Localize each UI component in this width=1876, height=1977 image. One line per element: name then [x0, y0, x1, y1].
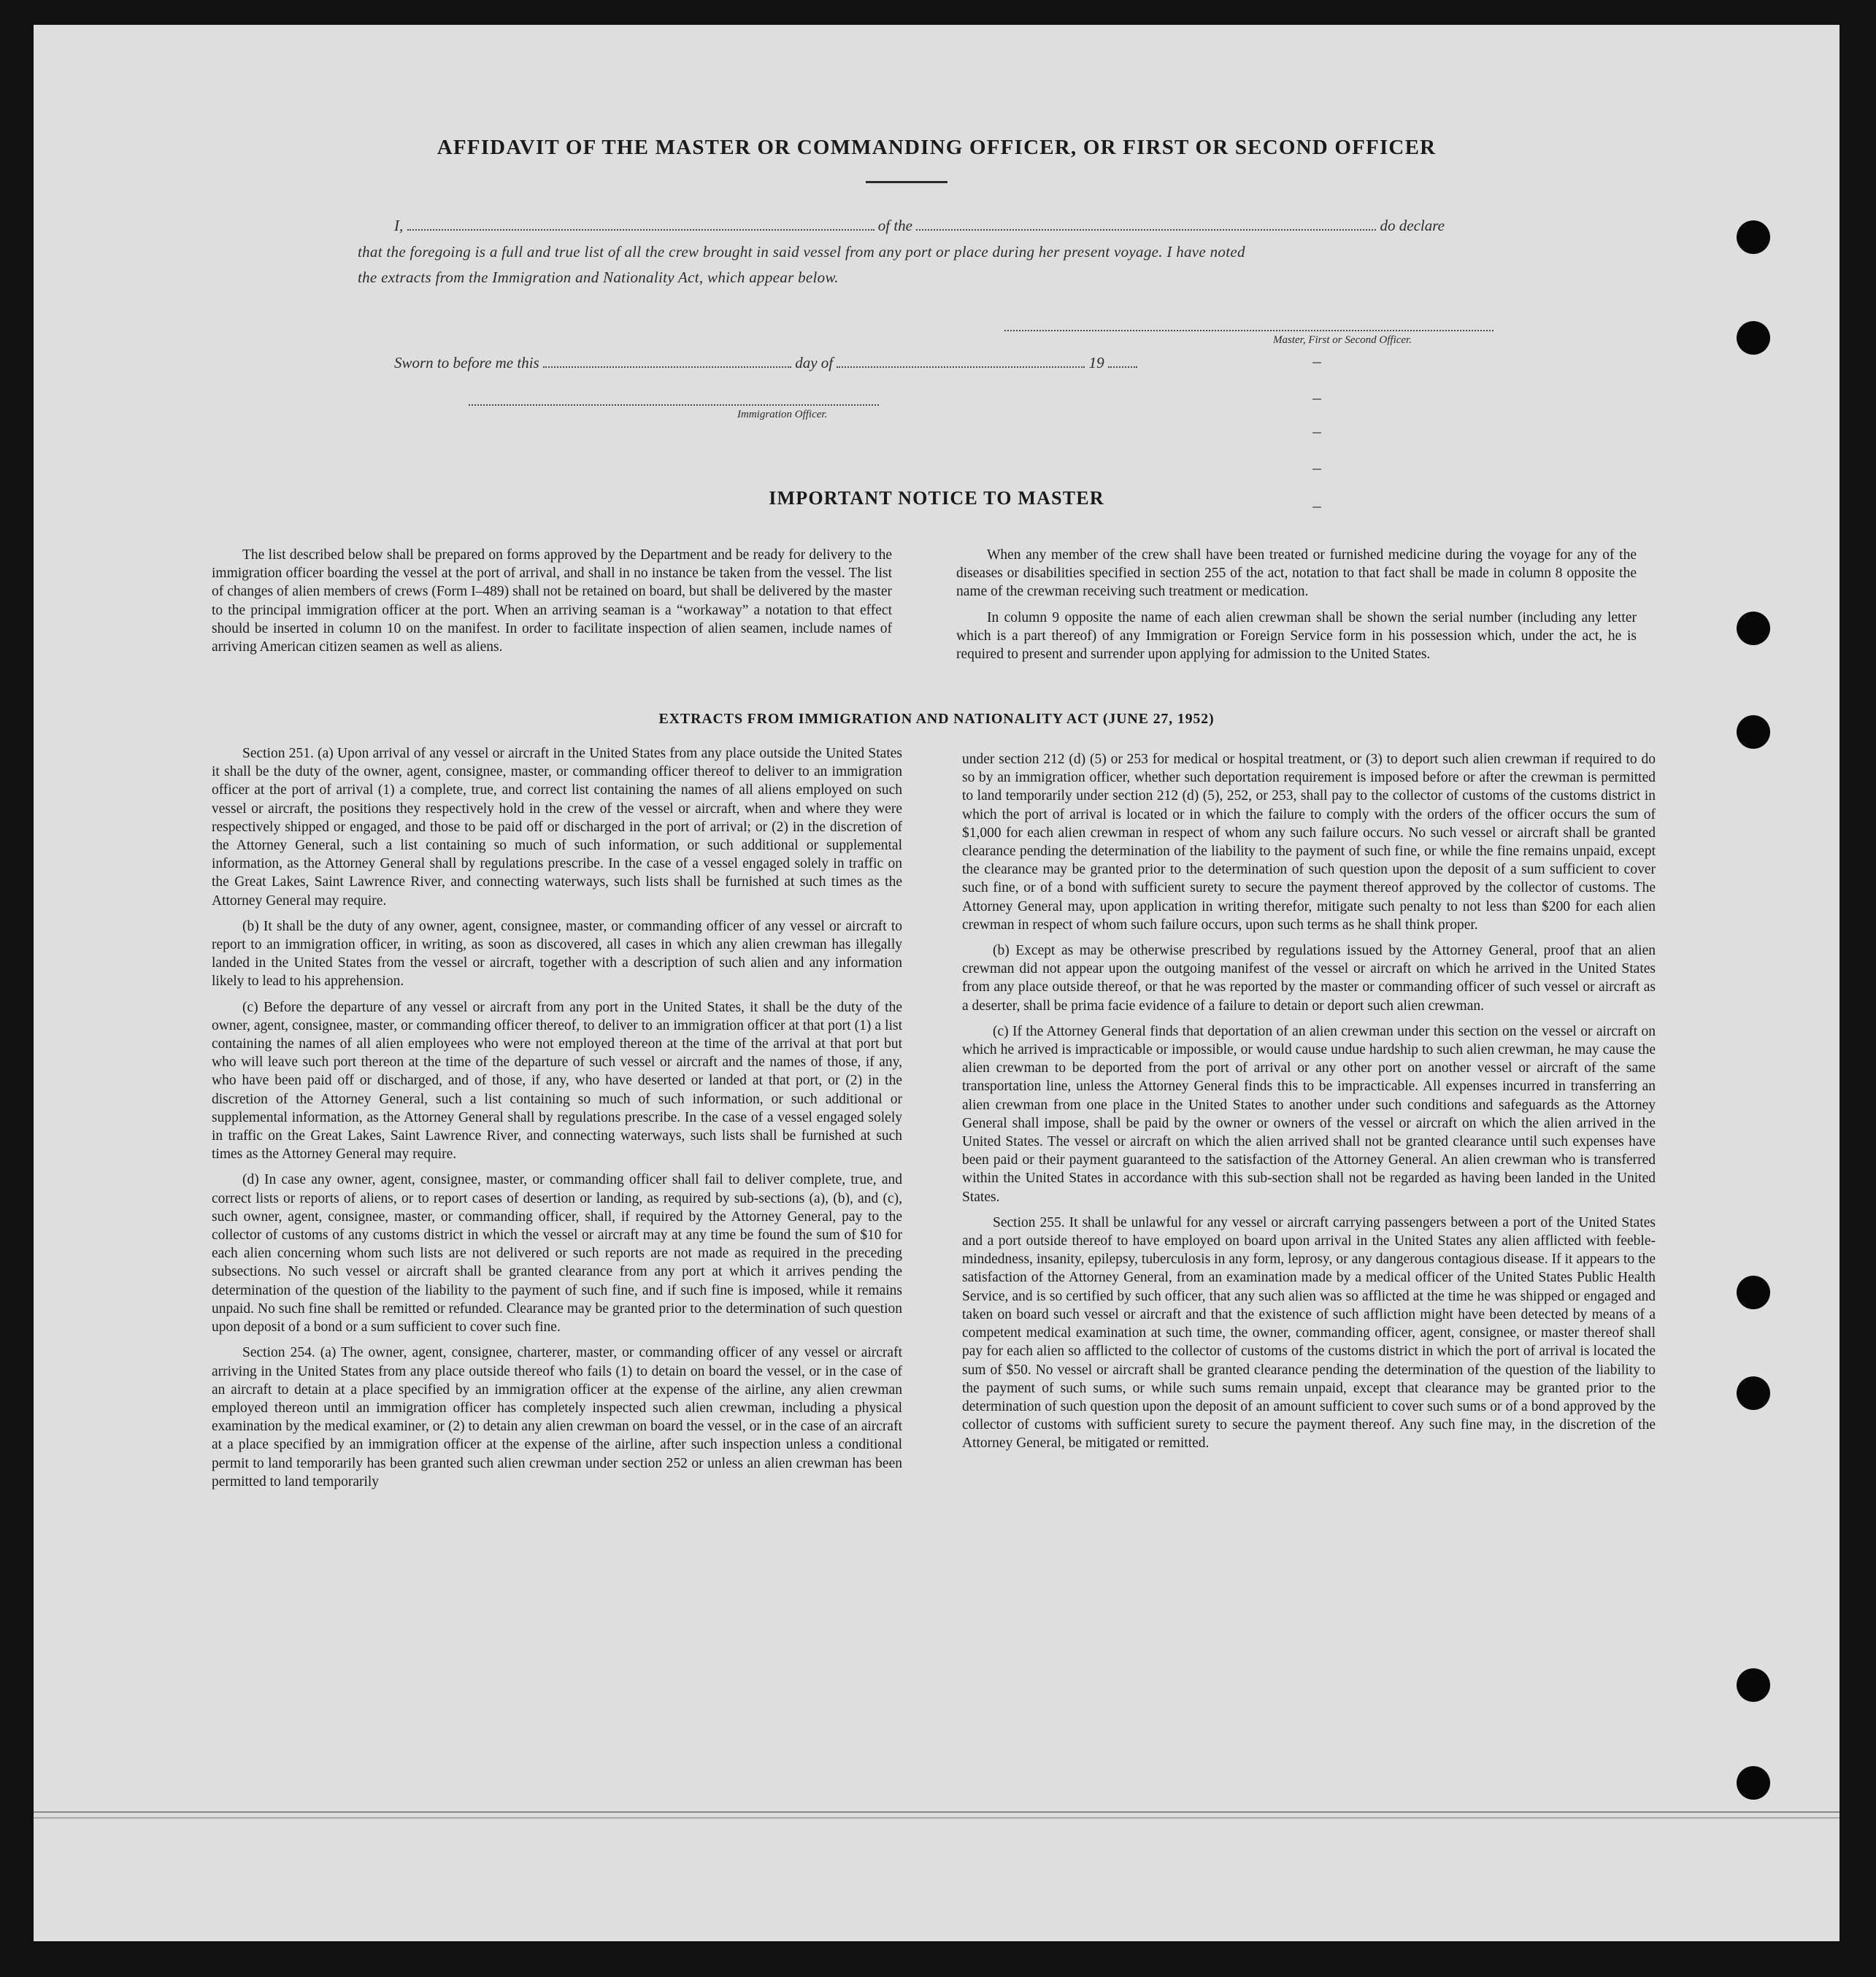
statement-line-1: that the foregoing is a full and true list of all the crew brought in said vessel from any port or place during her present voyage. I have noted [358, 243, 1245, 261]
extracts-left-column [212, 744, 902, 1498]
vessel-blank[interactable] [916, 216, 1376, 231]
sworn-month-blank[interactable] [837, 353, 1085, 368]
day-of-label: day of [795, 354, 834, 371]
binder-hole [1737, 612, 1770, 645]
section-254-a-continued: under section 212 (d) (5) or 253 for medical or hospital treatment, or (3) to deport such alien crewman if required to do so by an immigration officer, whether such deportation requirement is imposed before or after the crewman is permitted to land temporarily under section 212 (d) (5), 252, or 253, shall pay to the collector of customs of the customs district in which the port of arrival is located or in which the failure to comply with the orders of the officer occurs the sum of $1,000 for each alien crewman in respect of whom any such failure occurs. No such vessel or aircraft shall be granted clearance pending the determination of the liability to the payment of such fine, or while the fine remains unpaid, except the clearance may be granted prior to the determination of such question upon the deposit of a sum sufficient to cover such fine, or of a bond with sufficient surety to secure the payment thereof approved by the collector of customs. The Attorney General may, upon application in writing therefor, mitigate such penalty to not less than $200 for each alien crewman in respect of whom such failure occurs, upon such terms as he shall think proper. [962, 752, 1656, 933]
of-the-label: of the [877, 217, 912, 234]
extracts-right-column [962, 750, 1656, 1460]
immigration-officer-signature-line[interactable] [469, 404, 879, 406]
extracts-title: EXTRACTS FROM IMMIGRATION AND NATIONALITY ACT (JUNE 27, 1952) [658, 711, 1215, 727]
margin-tick [1312, 432, 1321, 433]
notice-right-column [956, 546, 1637, 671]
section-251-c: (c) Before the departure of any vessel or aircraft from any port in the United States, it shall be the duty of the owner, agent, consignee, master, or commanding officer thereof, to deliver to an immigration officer at that port (1) a list containing the names of all alien employees who were not employed thereon at the time of the arrival at that port but who will leave such port thereon at the time of the departure of such vessel or aircraft and the names of those, if any, who have been paid off or discharged, and of those, if any, who have deserted or landed at that port, or (2) in the discretion of the Attorney General, such a list containing so much of such information, or such additional or supplemental information, as the Attorney General shall by regulations prescribe. In the case of a vessel engaged solely in traffic on the Great Lakes, Saint Lawrence River, and connecting waterways, such lists shall be furnished at such times as the Attorney General may require. [212, 999, 902, 1163]
declaration-line [394, 216, 1445, 235]
binder-hole [1737, 1766, 1770, 1800]
binder-hole [1737, 321, 1770, 355]
year-prefix: 19 [1088, 354, 1104, 371]
title-rule [866, 181, 947, 183]
bottom-rule-faint [34, 1817, 1840, 1819]
margin-tick [1312, 398, 1321, 400]
notice-left-paragraph: The list described below shall be prepared on forms approved by the Department and be ready for delivery to the immigration officer boarding the vessel at the port of arrival, and shall in no instance be taken from the vessel. The list of changes of alien members of crews (Form I–489) shall not be retained on board, but shall be delivered by the master to the principal immigration officer at the port. When an arriving seaman is a “workaway” a notation to that effect should be inserted in column 10 on the manifest. In order to facilitate inspection of alien seamen, include names of arriving American citizen seamen as well as aliens. [212, 547, 892, 655]
sworn-line [394, 353, 1137, 372]
sworn-year-blank[interactable] [1108, 353, 1137, 368]
notice-title: IMPORTANT NOTICE TO MASTER [769, 487, 1104, 509]
section-251-b: (b) It shall be the duty of any owner, agent, consignee, master, or commanding officer of any vessel or aircraft to report to an immigration officer, in writing, as soon as discovered, all cases in which any alien crewman has illegally landed in the United States from the vessel or aircraft, together with a description of such alien and any information likely to lead to his apprehension. [212, 918, 902, 990]
section-254-c: (c) If the Attorney General finds that deportation of an alien crewman under this section on the vessel or aircraft on which he arrived is impracticable or impossible, or would cause undue hardship to such alien crewman, he may cause the alien crewman to be deported from the port of arrival or any other port on another vessel or aircraft of the same transportation line, unless the Attorney General finds this to be impracticable. All expenses incurred in transferring an alien crewman from one place in the United States to another under such conditions and safeguards as the Attorney General shall impose, shall be paid by the owner or owners of the vessel or aircraft on which the alien arrived in the United States. The vessel or aircraft on which the alien arrived shall not be granted clearance until such expenses have been paid or their payment guaranteed to the satisfaction of the Attorney General. An alien crewman who is transferred within the United States in accordance with this sub-section shall not be regarded as having been landed in the United States. [962, 1023, 1656, 1205]
margin-tick [1312, 469, 1321, 470]
master-caption: Master, First or Second Officer. [1273, 334, 1412, 346]
notice-left-column [212, 546, 892, 663]
binder-hole [1737, 1276, 1770, 1309]
section-251-d: (d) In case any owner, agent, consignee, master, or commanding officer shall fail to deliver complete, true, and correct lists or reports of aliens, or to report cases of desertion or landing, as required by sub-sections (a), (b), and (c), such owner, agent, consignee, master, or commanding officer, shall, if required by the Attorney General, pay to the collector of customs of any customs district in which the vessel or aircraft may at any time be found the sum of $10 for each alien concerning whom such lists are not delivered or such reports are not made as required in the preceding subsections. No such vessel or aircraft shall be granted clearance from any port at which it arrives pending the determination of the question of the liability to the payment of such fine, and if such fine is imposed, while it remains unpaid. No such fine shall be remitted or refunded. Clearance may be granted prior to the determination of such question upon deposit of a bond or a sum sufficient to cover such fine. [212, 1172, 902, 1336]
do-declare-label: do declare [1380, 217, 1445, 234]
master-signature-line[interactable] [1004, 330, 1494, 331]
section-254-a: Section 254. (a) The owner, agent, consignee, charterer, master, or commanding officer of any vessel or aircraft arriving in the United States from any place outside thereof who fails (1) to detain on board the vessel, or in the case of an aircraft to detain at a place specified by an immigration officer at the expense of the airline, any alien crewman employed thereon until an immigration officer has completely inspected such alien crewman, including a physical examination by the medical examiner, or (2) to detain any alien crewman on board the vessel, or in the case of an aircraft at a place specified by an immigration officer at the expense of the airline, after such inspection unless a conditional permit to land temporarily has been granted such alien crewman under section 252 or unless an alien crewman has been permitted to land temporarily [212, 1345, 902, 1490]
binder-hole [1737, 715, 1770, 749]
name-blank[interactable] [407, 216, 874, 231]
sworn-day-blank[interactable] [543, 353, 791, 368]
binder-hole [1737, 220, 1770, 254]
notice-right-paragraph-2: In column 9 opposite the name of each alien crewman shall be shown the serial number (including any letter which is a part thereof) of any Immigration or Foreign Service form in his possession which, under the act, he is required to present and surrender upon applying for admission to the United States. [956, 609, 1637, 663]
section-255: Section 255. It shall be unlawful for any vessel or aircraft carrying passengers between a port of the United States and a port outside thereof to have employed on board upon arrival in the United States any alien afflicted with feeble-mindedness, insanity, epilepsy, tuberculosis in any form, leprosy, or any dangerous contagious disease. If it appears to the satisfaction of the Attorney General, from an examination made by a medical officer of the United States Public Health Service, and is so certified by such officer, that any such alien was so afflicted at the time he was shipped or engaged and taken on board such vessel or aircraft and that the existence of such affliction might have been detected by means of a competent medical examination at such time, the owner, commanding officer, agent, consignee, or master thereof shall pay for each alien so afflicted to the collector of customs of the customs district in which the port of arrival is located the sum of $50. No vessel or aircraft shall be granted clearance pending the determination of the question of the liability to the payment of such sums, or while such sums remain unpaid, except that clearance may be granted prior to the determination of such question upon the deposit of an amount sufficient to cover such sums or of a bond approved by the collector of customs with sufficient surety to secure the payment thereof. Any such fine may, in the discretion of the Attorney General, be mitigated or remitted. [962, 1214, 1656, 1452]
notice-right-paragraph-1: When any member of the crew shall have been treated or furnished medicine during the voyage for any of the diseases or disabilities specified in section 255 of the act, notation to that fact shall be made in column 8 opposite the name of the crewman receiving such treatment or medication. [956, 547, 1637, 600]
i-label: I, [394, 217, 404, 234]
bottom-rule [34, 1811, 1840, 1813]
document-page [34, 25, 1840, 1941]
declaration-statement [358, 239, 1540, 290]
affidavit-title: AFFIDAVIT OF THE MASTER OR COMMANDING OFFICER, OR FIRST OR SECOND OFFICER [437, 136, 1437, 159]
section-254-b: (b) Except as may be otherwise prescribed by regulations issued by the Attorney General, proof that an alien crewman did not appear upon the outgoing manifest of the vessel or aircraft on which he arrived in the United States from any place outside thereof, or that he was reported by the master or commanding officer of such vessel or aircraft as a deserter, shall be prima facie evidence of a failure to detain or deport such alien crewman. [962, 943, 1656, 1014]
margin-tick [1312, 362, 1321, 363]
section-251-a: Section 251. (a) Upon arrival of any vessel or aircraft in the United States from any place outside the United States it shall be the duty of the owner, agent, consignee, master, or commanding officer thereof to deliver to an immigration officer at the port of arrival (1) a complete, true, and correct list containing the names of all aliens employed on such vessel or aircraft, the positions they respectively hold in the crew of the vessel or aircraft, when and where they were respectively shipped or engaged, and those to be paid off or discharged in the port of arrival; or (2) in the discretion of the Attorney General, such a list containing so much of such information, or such additional or supplemental information, as the Attorney General shall by regulations prescribe. In the case of a vessel engaged solely in traffic on the Great Lakes, Saint Lawrence River, and connecting waterways, such lists shall be furnished at such times as the Attorney General may require. [212, 746, 902, 909]
immigration-officer-caption: Immigration Officer. [737, 409, 828, 420]
binder-hole [1737, 1376, 1770, 1410]
statement-line-2: the extracts from the Immigration and Nationality Act, which appear below. [358, 269, 839, 286]
binder-hole [1737, 1668, 1770, 1702]
sworn-label: Sworn to before me this [394, 354, 539, 371]
